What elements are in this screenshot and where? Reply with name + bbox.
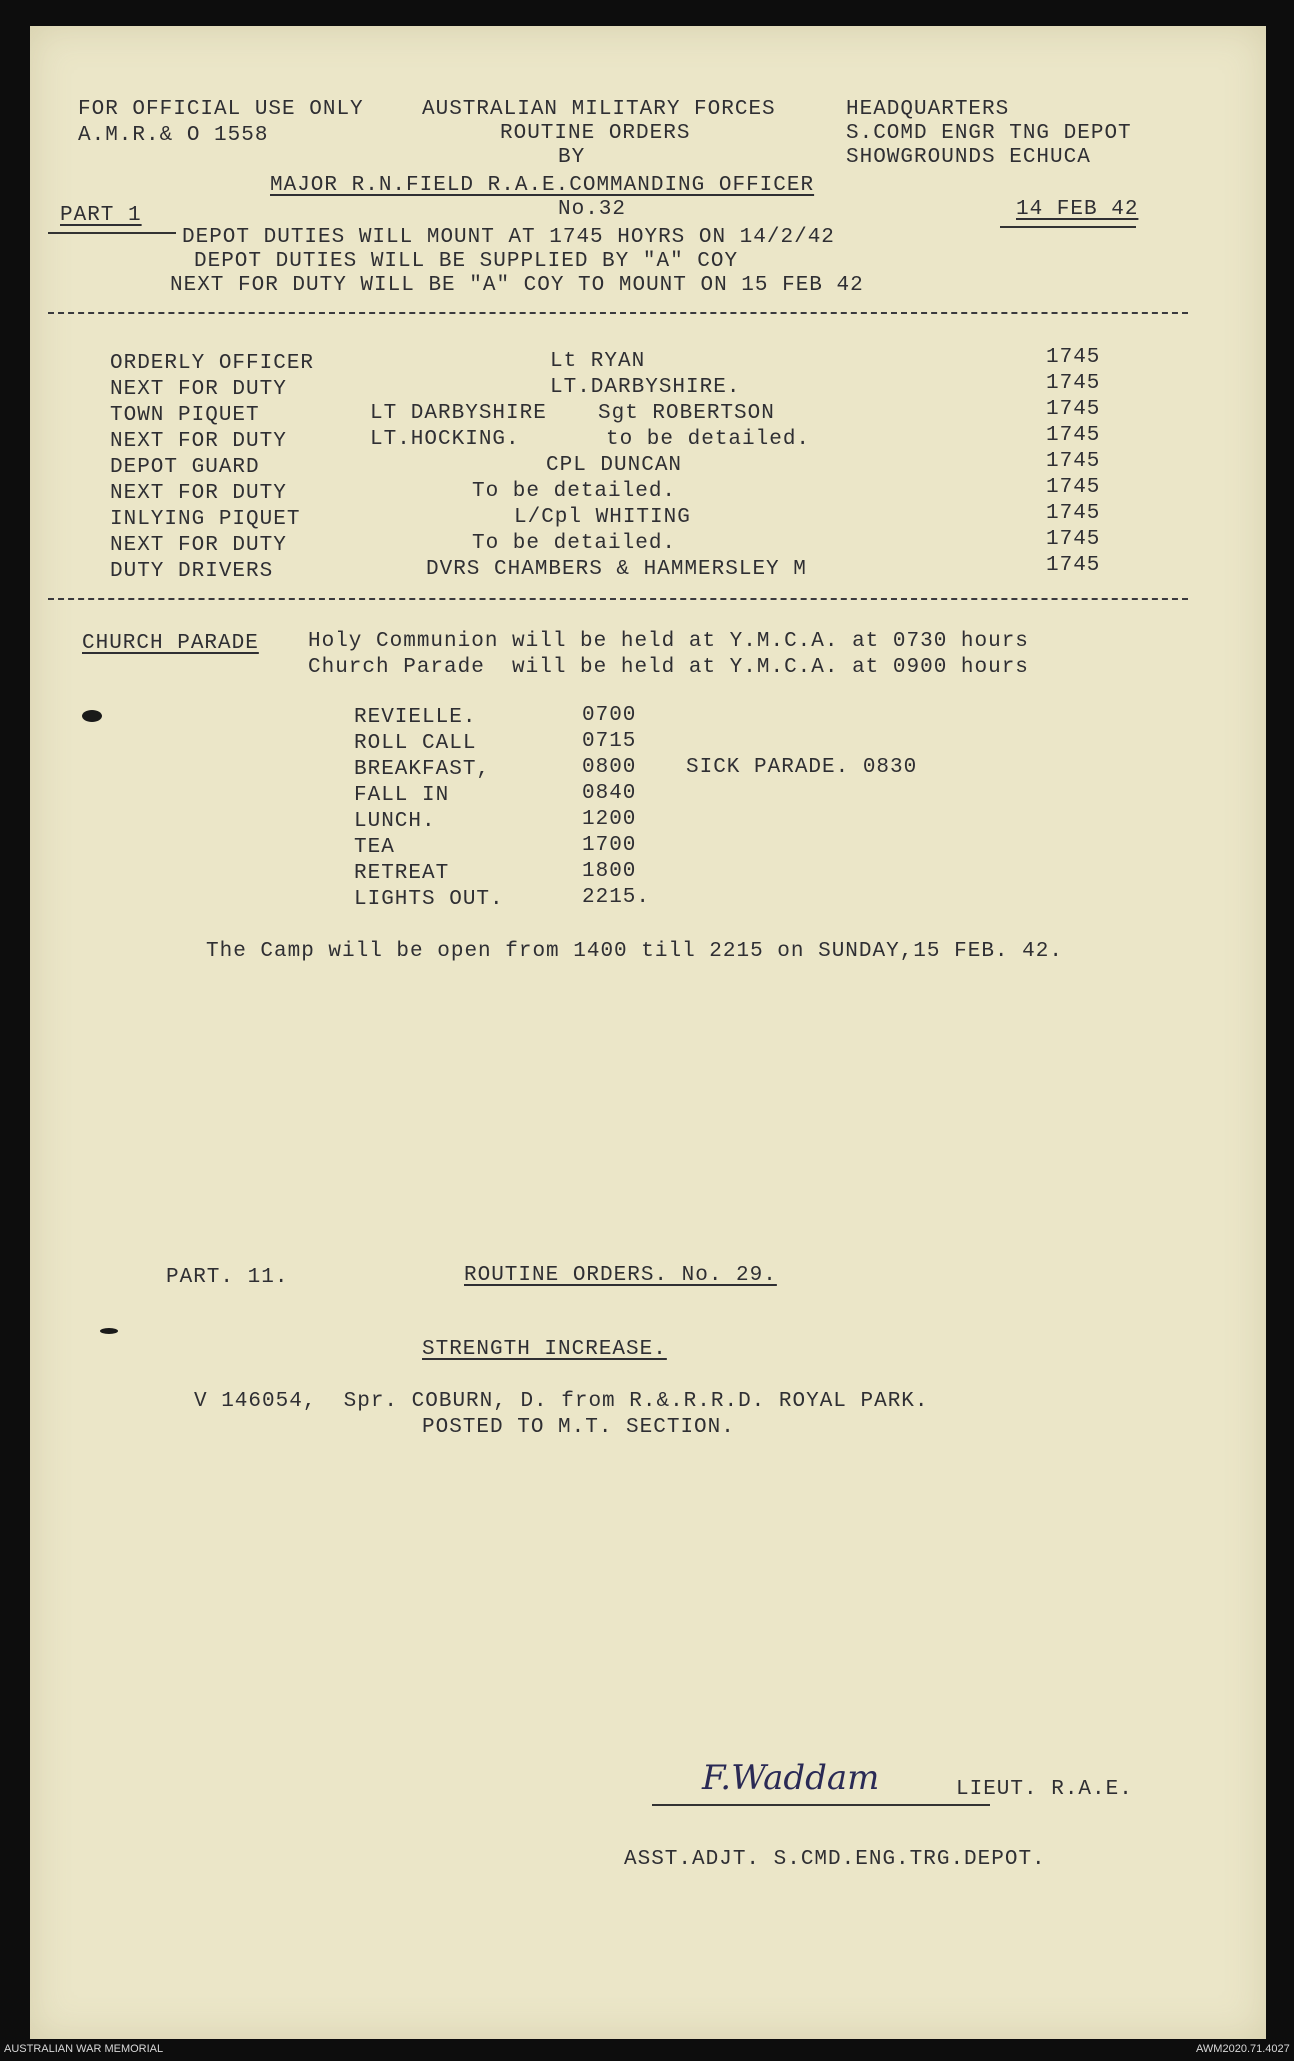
schedule-time: 0700: [582, 704, 637, 727]
roster-person: to be detailed.: [606, 428, 811, 451]
roster-time: 1745: [1046, 528, 1101, 551]
schedule-event: REVIELLE.: [354, 706, 477, 729]
signatory-rank: LIEUT. R.A.E.: [956, 1778, 1133, 1801]
roster-officer: LT.HOCKING.: [370, 428, 520, 451]
roster-person: DVRS CHAMBERS & HAMMERSLEY M: [426, 558, 807, 581]
roster-person: Sgt ROBERTSON: [598, 402, 775, 425]
church-parade-label: CHURCH PARADE: [82, 632, 259, 655]
schedule-time: 0840: [582, 782, 637, 805]
schedule-time: 0800: [582, 756, 637, 779]
by-text: BY: [558, 146, 586, 169]
schedule-event: FALL IN: [354, 784, 450, 807]
order-number: No.32: [558, 198, 627, 221]
roster-time: 1745: [1046, 372, 1101, 395]
orders-title: ROUTINE ORDERS: [500, 122, 691, 145]
commander-text: MAJOR R.N.FIELD R.A.E.COMMANDING OFFICER: [270, 174, 815, 197]
roster-person: L/Cpl WHITING: [514, 506, 691, 529]
duties-intro-line-2: DEPOT DUTIES WILL BE SUPPLIED BY "A" COY: [194, 250, 739, 273]
part-2-label: PART. 11.: [166, 1266, 289, 1289]
schedule-time: 1800: [582, 860, 637, 883]
schedule-event: TEA: [354, 836, 395, 859]
organization-text: AUSTRALIAN MILITARY FORCES: [422, 98, 776, 121]
schedule-event: LUNCH.: [354, 810, 436, 833]
classification-text: FOR OFFICIAL USE ONLY: [78, 98, 364, 121]
roster-officer: LT DARBYSHIRE: [370, 402, 547, 425]
church-line-1: Holy Communion will be held at Y.M.C.A. at 0730 hours: [308, 630, 1029, 653]
part-label: PART 1: [60, 204, 142, 227]
posting-line-1: V 146054, Spr. COBURN, D. from R.&.R.R.D. ROYAL PARK.: [194, 1390, 929, 1413]
footer-right: AWM2020.71.4027: [1196, 2043, 1290, 2055]
schedule-time: 2215.: [582, 886, 651, 909]
schedule-time: 0715: [582, 730, 637, 753]
roster-person: LT.DARBYSHIRE.: [550, 376, 741, 399]
signatory-appointment: ASST.ADJT. S.CMD.ENG.TRG.DEPOT.: [624, 1848, 1046, 1871]
roster-time: 1745: [1046, 424, 1101, 447]
schedule-event: RETREAT: [354, 862, 450, 885]
footer-left: AUSTRALIAN WAR MEMORIAL: [4, 2043, 164, 2055]
roster-time: 1745: [1046, 346, 1101, 369]
roster-time: 1745: [1046, 450, 1101, 473]
roster-person: Lt RYAN: [550, 350, 646, 373]
roster-time: 1745: [1046, 554, 1101, 577]
roster-time: 1745: [1046, 398, 1101, 421]
part-underline: [48, 232, 176, 234]
reference-text: A.M.R.& O 1558: [78, 124, 269, 147]
duties-intro-line-1: DEPOT DUTIES WILL MOUNT AT 1745 HOYRS ON 14/2/42: [182, 226, 835, 249]
part-2-title: ROUTINE ORDERS. No. 29.: [464, 1264, 777, 1287]
posting-line-2: POSTED TO M.T. SECTION.: [422, 1416, 735, 1439]
headquarters-text: HEADQUARTERS: [846, 98, 1010, 121]
location-text: SHOWGROUNDS ECHUCA: [846, 146, 1091, 169]
church-line-2: Church Parade will be held at Y.M.C.A. at 0900 hours: [308, 656, 1029, 679]
roster-role: TOWN PIQUET: [110, 404, 260, 427]
roster-role: DEPOT GUARD: [110, 456, 260, 479]
roster-role: INLYING PIQUET: [110, 508, 301, 531]
ink-blot: [100, 1328, 118, 1334]
schedule-time: 1200: [582, 808, 637, 831]
roster-person: CPL DUNCAN: [546, 454, 683, 477]
schedule-time: 1700: [582, 834, 637, 857]
roster-role: NEXT FOR DUTY: [110, 378, 287, 401]
roster-role: DUTY DRIVERS: [110, 560, 274, 583]
unit-text: S.COMD ENGR TNG DEPOT: [846, 122, 1132, 145]
roster-time: 1745: [1046, 476, 1101, 499]
signature-line: [652, 1804, 990, 1806]
roster-person: To be detailed.: [472, 532, 677, 555]
roster-role: NEXT FOR DUTY: [110, 482, 287, 505]
schedule-event: BREAKFAST,: [354, 758, 491, 781]
roster-role: NEXT FOR DUTY: [110, 534, 287, 557]
handwritten-signature: F.Waddam: [702, 1758, 880, 1798]
camp-notice: The Camp will be open from 1400 till 2215 on SUNDAY,15 FEB. 42.: [206, 940, 1063, 963]
roster-time: 1745: [1046, 502, 1101, 525]
order-date: 14 FEB 42: [1016, 198, 1139, 221]
schedule-event: ROLL CALL: [354, 732, 477, 755]
schedule-event: LIGHTS OUT.: [354, 888, 504, 911]
date-underline: [1000, 226, 1136, 228]
roster-person: To be detailed.: [472, 480, 677, 503]
roster-role: ORDERLY OFFICER: [110, 352, 315, 375]
sick-parade-text: SICK PARADE. 0830: [686, 756, 918, 779]
roster-role: NEXT FOR DUTY: [110, 430, 287, 453]
divider-2: [48, 598, 1188, 600]
ink-blot: [82, 710, 102, 722]
duties-intro-line-3: NEXT FOR DUTY WILL BE "A" COY TO MOUNT ON 15 FEB 42: [170, 274, 864, 297]
divider-1: [48, 312, 1188, 314]
strength-increase-heading: STRENGTH INCREASE.: [422, 1338, 667, 1361]
document-page: [30, 26, 1266, 2039]
